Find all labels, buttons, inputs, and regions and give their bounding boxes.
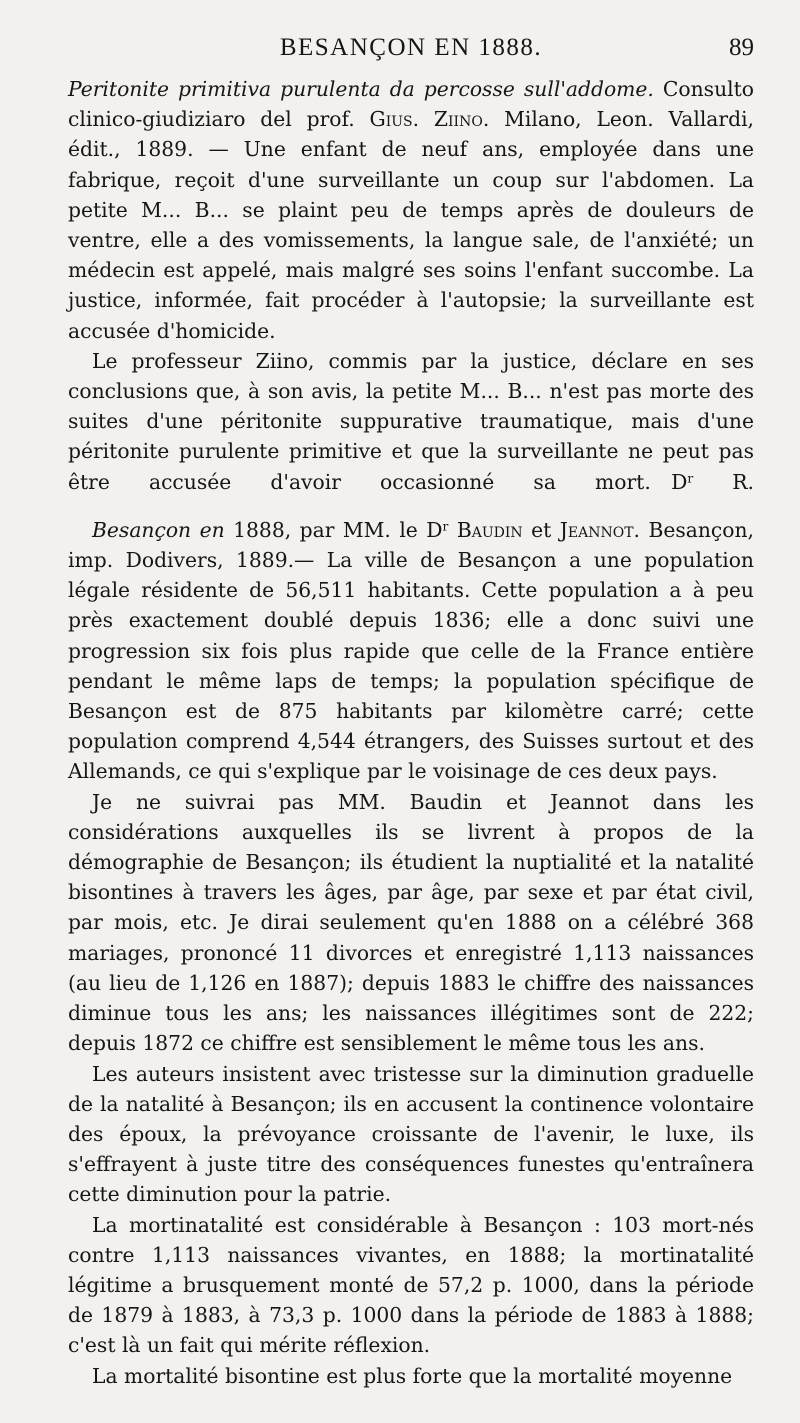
review-besancon-title: Besançon en <box>92 517 225 542</box>
review-ziino-paragraph-2 <box>68 346 754 497</box>
running-title: BESANÇON EN 1888. <box>279 34 543 61</box>
signature-sup: r <box>687 470 694 485</box>
review-ziino-title: Peritonite primitiva purulenta da percosse sull'addome. <box>68 77 654 101</box>
review-besancon-paragraph-3: Les auteurs insistent avec tristesse sur la diminution graduelle de la natalité à Besançon; ils en accusent la continence volontaire des époux, la prévoyance croissante de l'avenir, le luxe, ils s'effrayent à juste titre des conséquences funestes qu'entraînera cette diminution pour la patrie. <box>68 1061 754 1207</box>
review-besancon-author-1: Baudin <box>456 517 523 542</box>
review-besancon-title-rest: 1888, par MM. le D <box>224 517 443 542</box>
running-head <box>68 30 754 74</box>
review-ziino-conclusion: Le professeur Ziino, commis par la justice, déclare en ses conclusions que, à son avis, la petite M... B... n'est pas morte des suites d'une péritonite suppurative traumatique, mais d'une péritonite purulente primitive et que la surveillante ne peut pas être accusée d'avoir occasionné sa mort. <box>68 348 754 494</box>
signature-name: R. <box>693 469 754 494</box>
review-ziino <box>68 74 754 497</box>
review-besancon-author-2: Jeannot <box>559 517 634 542</box>
review-besancon <box>68 515 754 1391</box>
review-besancon-and: et <box>522 517 560 542</box>
review-besancon-paragraph-4: La mortinatalité est considérable à Besançon : 103 mort-nés contre 1,113 naissances vivantes, en 1888; la mortinatalité légitime a brusquement monté de 57,2 p. 1000, dans la période de 1879 à 1883, à 73,3 p. 1000 dans la période de 1883 à 1888; c'est là un fait qui mérite réflexion. <box>68 1212 754 1358</box>
review-besancon-body: . Besançon, imp. Dodivers, 1889.— La ville de Besançon a une population légale résidente de 56,511 habitants. Cette population a à peu près exactement doublé depuis 1836; elle a donc suivi une progression six fois plus rapide que celle de la France entière pendant le même laps de temps; la population spécifique de Besançon est de 875 habitants par kilomètre carré; cette population comprend 4,544 étrangers, des Suisses surtout et des Allemands, ce qui s'explique par le voisinage de ces deux pays. <box>68 517 754 784</box>
review-ziino-intro: Consulto clinico-giudiziaro del prof. <box>68 77 754 132</box>
review-besancon-title-sup: r <box>442 519 449 534</box>
review-ziino-body: . Milano, Leon. Vallardi, édit., 1889. — Une enfant de neuf ans, employée dans une fabrique, reçoit d'une surveillante un coup sur l'abdomen. La petite M... B... se plaint peu de temps après de douleurs de ventre, elle a des vomissements, la langue sale, de l'anxiété; un médecin est appelé, mais malgré ses soins l'enfant succombe. La justice, informée, fait procéder à l'autopsie; la surveillante est accusée d'homicide. <box>68 107 755 343</box>
review-ziino-author: Gius. Ziino <box>369 107 483 132</box>
review-besancon-paragraph-5: La mortalité bisontine est plus forte que la mortalité moyenne <box>92 1363 733 1388</box>
review-besancon-paragraph-1 <box>68 515 754 787</box>
review-ziino-signature <box>671 470 754 494</box>
page-number: 89 <box>729 34 754 61</box>
review-besancon-paragraph-2: Je ne suivrai pas MM. Baudin et Jeannot dans les considérations auxquelles ils se livrent à propos de la démographie de Besançon; ils étudient la nuptialité et la natalité bisontines à travers les âges, par âge, par sexe et par état civil, par mois, etc. Je dirai seulement qu'en 1888 on a célébré 368 mariages, prononcé 11 divorces et enregistré 1,113 naissances (au lieu de 1,126 en 1887); depuis 1883 le chiffre des naissances diminue tous les ans; les naissances illégitimes sont de 222; depuis 1872 ce chiffre est sensiblement le même tous les ans. <box>68 789 754 1056</box>
signature-prefix: D <box>671 469 688 494</box>
review-ziino-paragraph-1 <box>68 74 754 346</box>
